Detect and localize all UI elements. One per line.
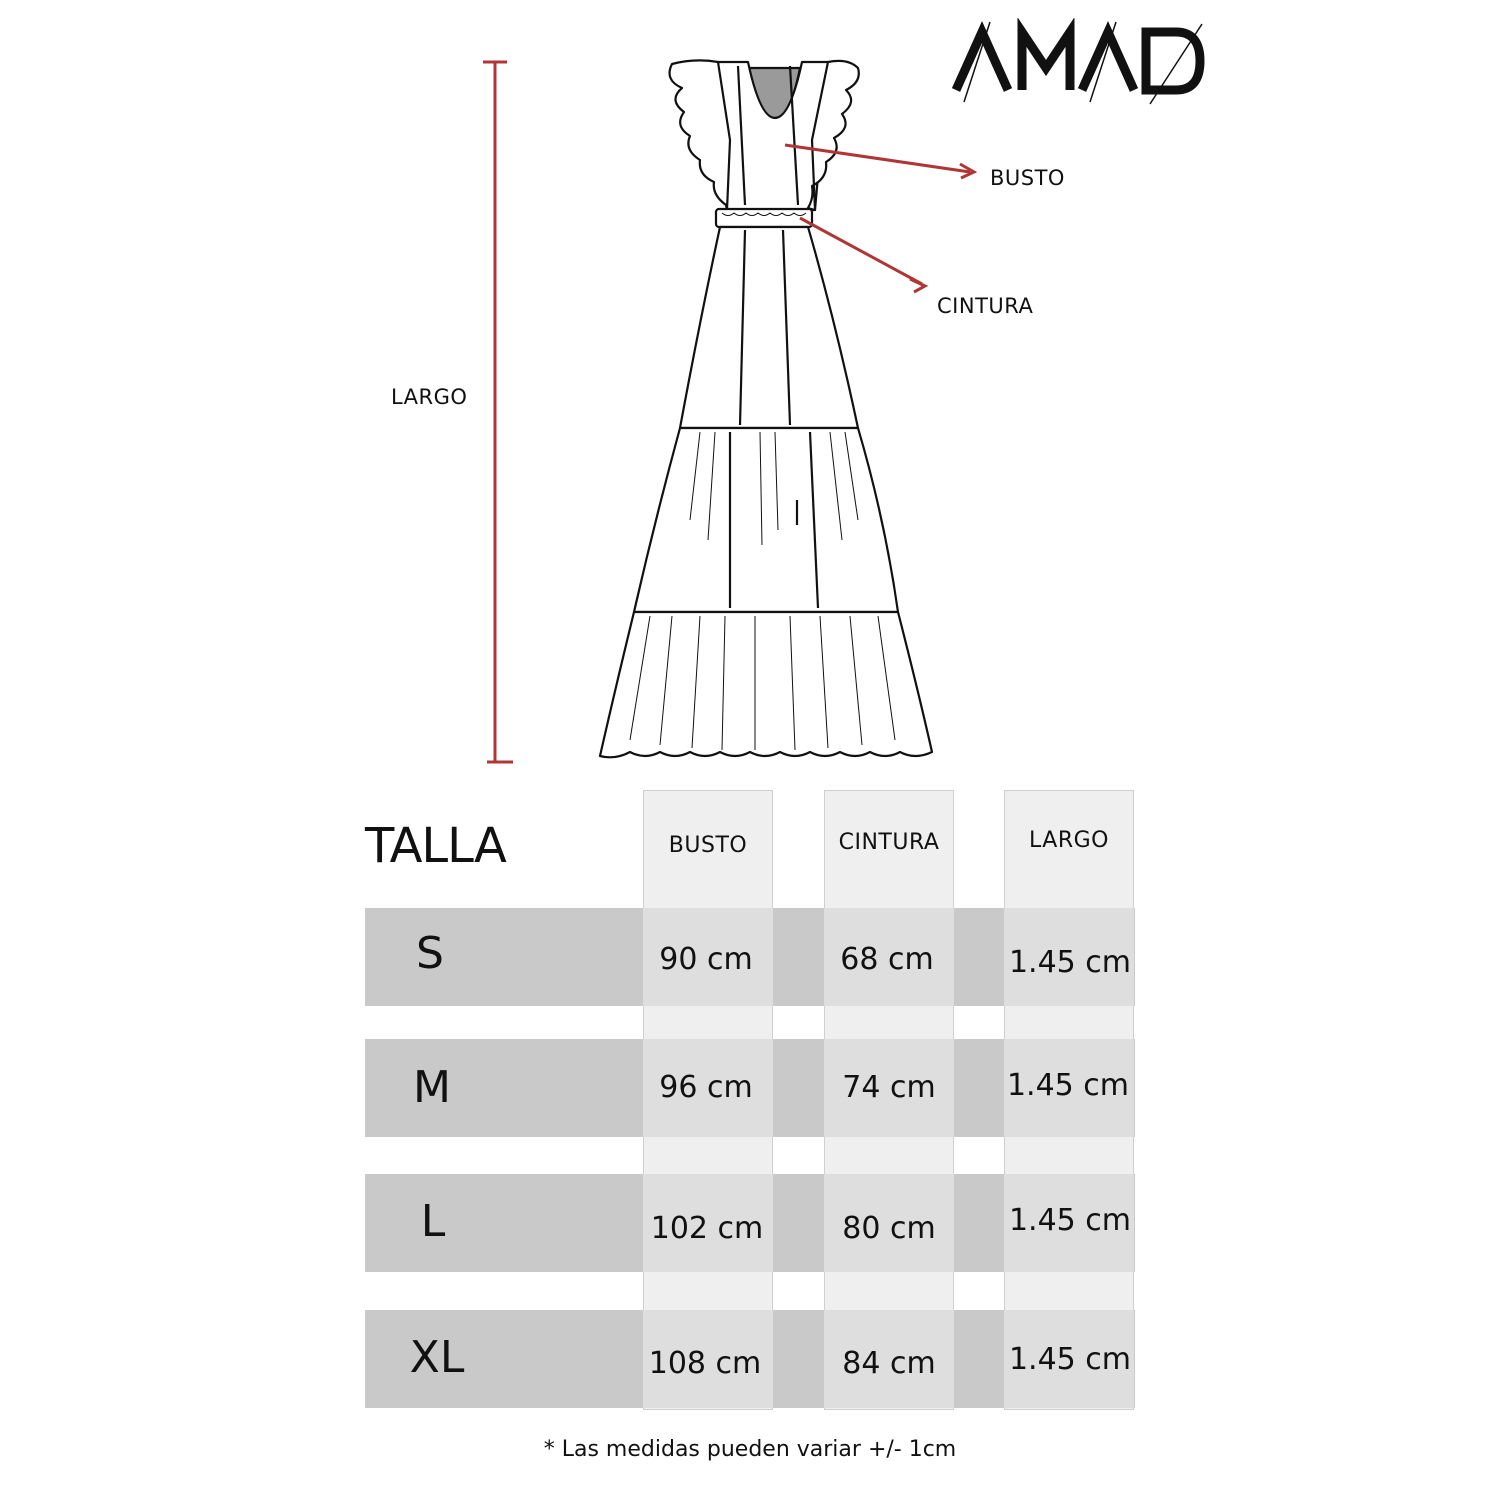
size-label: L: [420, 1196, 446, 1247]
label-waist: CINTURA: [937, 294, 1034, 318]
bust-value: 102 cm: [650, 1211, 764, 1246]
table-title: TALLA: [365, 818, 506, 874]
size-label: M: [413, 1062, 451, 1113]
label-bust: BUSTO: [990, 166, 1065, 190]
length-value: 1.45 cm: [1008, 1342, 1132, 1377]
header-waist: CINTURA: [838, 830, 940, 855]
dress-outline: [600, 60, 932, 757]
footnote: * Las medidas pueden variar +/- 1cm: [543, 1437, 957, 1462]
waist-value: 68 cm: [840, 942, 934, 977]
length-value: 1.45 cm: [1006, 1068, 1130, 1103]
bust-value: 108 cm: [648, 1346, 762, 1381]
waist-value: 84 cm: [842, 1346, 936, 1381]
length-ruler: [483, 62, 513, 762]
size-label: XL: [409, 1332, 465, 1383]
bust-value: 96 cm: [659, 1070, 753, 1105]
waist-value: 74 cm: [842, 1070, 936, 1105]
label-length: LARGO: [391, 385, 468, 409]
header-length: LARGO: [1029, 828, 1109, 853]
header-bust: BUSTO: [668, 833, 748, 858]
size-label: S: [416, 928, 444, 979]
length-value: 1.45 cm: [1008, 1203, 1132, 1238]
waist-value: 80 cm: [842, 1211, 936, 1246]
bust-value: 90 cm: [659, 942, 753, 977]
length-value: 1.45 cm: [1008, 945, 1132, 980]
